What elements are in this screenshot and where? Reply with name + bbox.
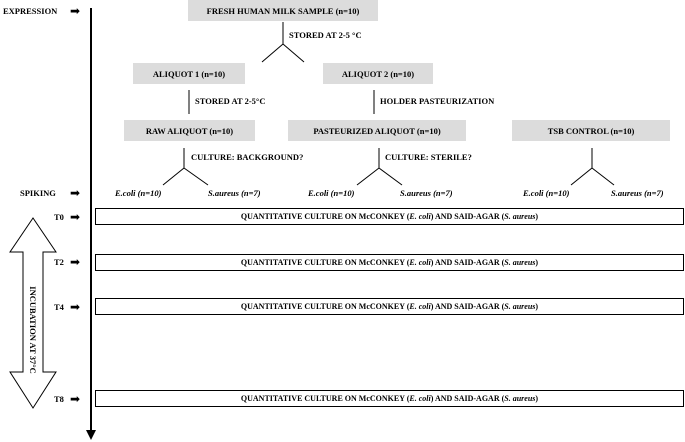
culture-text-saureus: S. aureus (504, 258, 536, 267)
timeline-label-t8: T8 (54, 394, 64, 404)
saureus-tsb-label: S.aureus (n=7) (611, 188, 664, 198)
culture-sterile-label: CULTURE: STERILE? (385, 152, 472, 162)
arrow-right-icon: ➡ (70, 4, 81, 18)
split-raw-left (163, 168, 184, 185)
culture-text-middle: ) AND SAID-AGAR ( (430, 258, 505, 267)
stored-label-top: STORED AT 2-5 °C (289, 30, 362, 40)
split-fresh-right (283, 44, 304, 62)
arrow-right-icon: ➡ (70, 392, 81, 406)
culture-text-middle: ) AND SAID-AGAR ( (430, 212, 505, 221)
split-tsb-left (571, 168, 592, 185)
tsb-control-box: TSB CONTROL (n=10) (512, 120, 670, 141)
timeline-label-spiking: SPIKING (20, 188, 56, 198)
split-past-left (357, 168, 379, 185)
culture-text-prefix: QUANTITATIVE CULTURE ON McCONKEY ( (240, 258, 410, 267)
culture-text-ecoli: E. coli (409, 302, 431, 311)
culture-text-prefix: QUANTITATIVE CULTURE ON McCONKEY ( (240, 212, 410, 221)
culture-box-t2 (95, 254, 684, 271)
timeline-label-expression: EXPRESSION (3, 6, 58, 16)
holder-pasteurization-label: HOLDER PASTEURIZATION (380, 96, 495, 106)
culture-text-saureus: S. aureus (504, 302, 536, 311)
aliquot2-box: ALIQUOT 2 (n=10) (323, 63, 433, 84)
culture-background-label: CULTURE: BACKGROUND? (191, 152, 304, 162)
culture-box-t4 (95, 298, 684, 315)
culture-text-suffix: ) (535, 212, 539, 221)
timeline-label-t2: T2 (54, 257, 64, 267)
ecoli-tsb-label: E.coli (n=10) (523, 188, 570, 198)
saureus-pasteurized-label: S.aureus (n=7) (400, 188, 453, 198)
raw-aliquot-box: RAW ALIQUOT (n=10) (124, 120, 255, 141)
culture-text-ecoli: E. coli (409, 394, 431, 403)
culture-text-ecoli: E. coli (409, 212, 431, 221)
timeline-label-t0: T0 (54, 212, 64, 222)
culture-text-suffix: ) (535, 258, 539, 267)
split-tsb-right (592, 168, 614, 185)
saureus-raw-label: S.aureus (n=7) (208, 188, 261, 198)
culture-text-middle: ) AND SAID-AGAR ( (430, 394, 505, 403)
culture-box-t0 (95, 208, 684, 225)
culture-box-t8 (95, 390, 684, 407)
fresh-milk-box: FRESH HUMAN MILK SAMPLE (n=10) (188, 0, 378, 21)
aliquot1-box: ALIQUOT 1 (n=10) (133, 63, 245, 84)
culture-text-suffix: ) (535, 302, 539, 311)
ecoli-pasteurized-label: E.coli (n=10) (308, 188, 355, 198)
culture-text-ecoli: E. coli (409, 258, 431, 267)
arrow-right-icon: ➡ (70, 255, 81, 269)
culture-text-prefix: QUANTITATIVE CULTURE ON McCONKEY ( (240, 394, 410, 403)
culture-text-middle: ) AND SAID-AGAR ( (430, 302, 505, 311)
ecoli-raw-label: E.coli (n=10) (115, 188, 162, 198)
stored-label-aliquot1: STORED AT 2-5°C (195, 96, 266, 106)
culture-text-saureus: S. aureus (504, 212, 536, 221)
culture-text-suffix: ) (535, 394, 539, 403)
split-past-right (379, 168, 402, 185)
incubation-label: INCUBATION AT 37°C (28, 286, 38, 374)
arrow-right-icon: ➡ (70, 210, 81, 224)
culture-text-prefix: QUANTITATIVE CULTURE ON McCONKEY ( (240, 302, 410, 311)
culture-text-saureus: S. aureus (504, 394, 536, 403)
arrow-right-icon: ➡ (70, 186, 81, 200)
timeline-arrowhead (86, 430, 96, 440)
timeline-label-t4: T4 (54, 302, 64, 312)
split-fresh-left (262, 44, 283, 62)
arrow-right-icon: ➡ (70, 300, 81, 314)
pasteurized-aliquot-box: PASTEURIZED ALIQUOT (n=10) (288, 120, 466, 141)
split-raw-right (184, 168, 208, 185)
